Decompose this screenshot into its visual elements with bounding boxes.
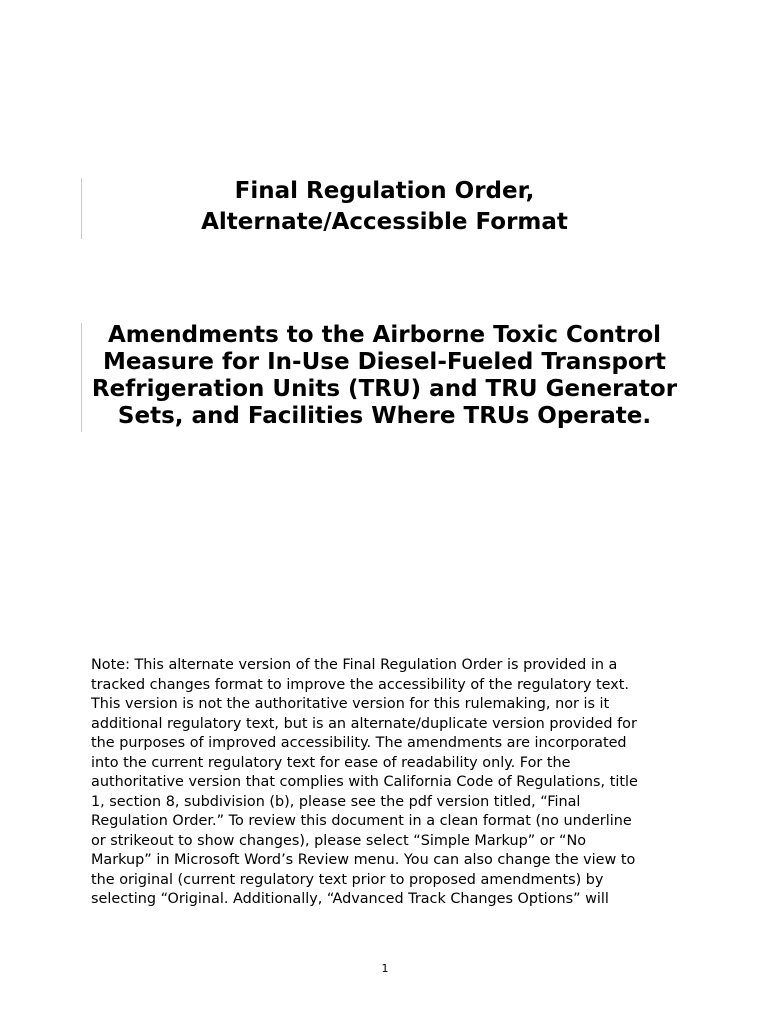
subtitle-line-1: Amendments to the Airborne Toxic Control	[107, 322, 662, 348]
note-line-5: the purposes of improved accessibility. The amendments are incorporated	[91, 735, 627, 751]
note-line-13: selecting “Original. Additionally, “Advanced Track Changes Options” will	[91, 891, 609, 907]
document-subtitle	[82, 322, 687, 430]
page-number: 1	[381, 962, 389, 975]
document-title	[82, 176, 687, 238]
accessibility-note	[91, 656, 681, 910]
note-line-3: This version is not the authoritative version for this rulemaking, nor is it	[91, 696, 610, 712]
note-line-1: Note: This alternate version of the Final Regulation Order is provided in a	[91, 657, 618, 673]
note-line-10: or strikeout to show changes), please select “Simple Markup” or “No	[91, 832, 587, 849]
subtitle-line-2: Measure for In-Use Diesel-Fueled Transport	[102, 349, 667, 375]
note-line-12: the original (current regulatory text prior to proposed amendments) by	[91, 871, 604, 888]
note-line-6: into the current regulatory text for ease of readability only. For the	[91, 754, 571, 771]
subtitle-line-4: Sets, and Facilities Where TRUs Operate.	[117, 403, 652, 429]
note-line-8: 1, section 8, subdivision (b), please see the pdf version titled, “Final	[91, 793, 581, 810]
note-line-11: Markup” in Microsoft Word’s Review menu. You can also change the view to	[91, 852, 636, 868]
subtitle-line-3: Refrigeration Units (TRU) and TRU Generator	[91, 376, 678, 402]
note-line-2: tracked changes format to improve the accessibility of the regulatory text.	[91, 676, 629, 693]
title-line-2: Alternate/Accessible Format	[201, 209, 568, 235]
title-line-1: Final Regulation Order,	[234, 178, 535, 204]
note-line-9: Regulation Order.” To review this document in a clean format (no underline	[91, 813, 632, 829]
note-line-7: authoritative version that complies with California Code of Regulations, title	[91, 774, 638, 790]
note-line-4: additional regulatory text, but is an alternate/duplicate version provided for	[91, 715, 637, 732]
